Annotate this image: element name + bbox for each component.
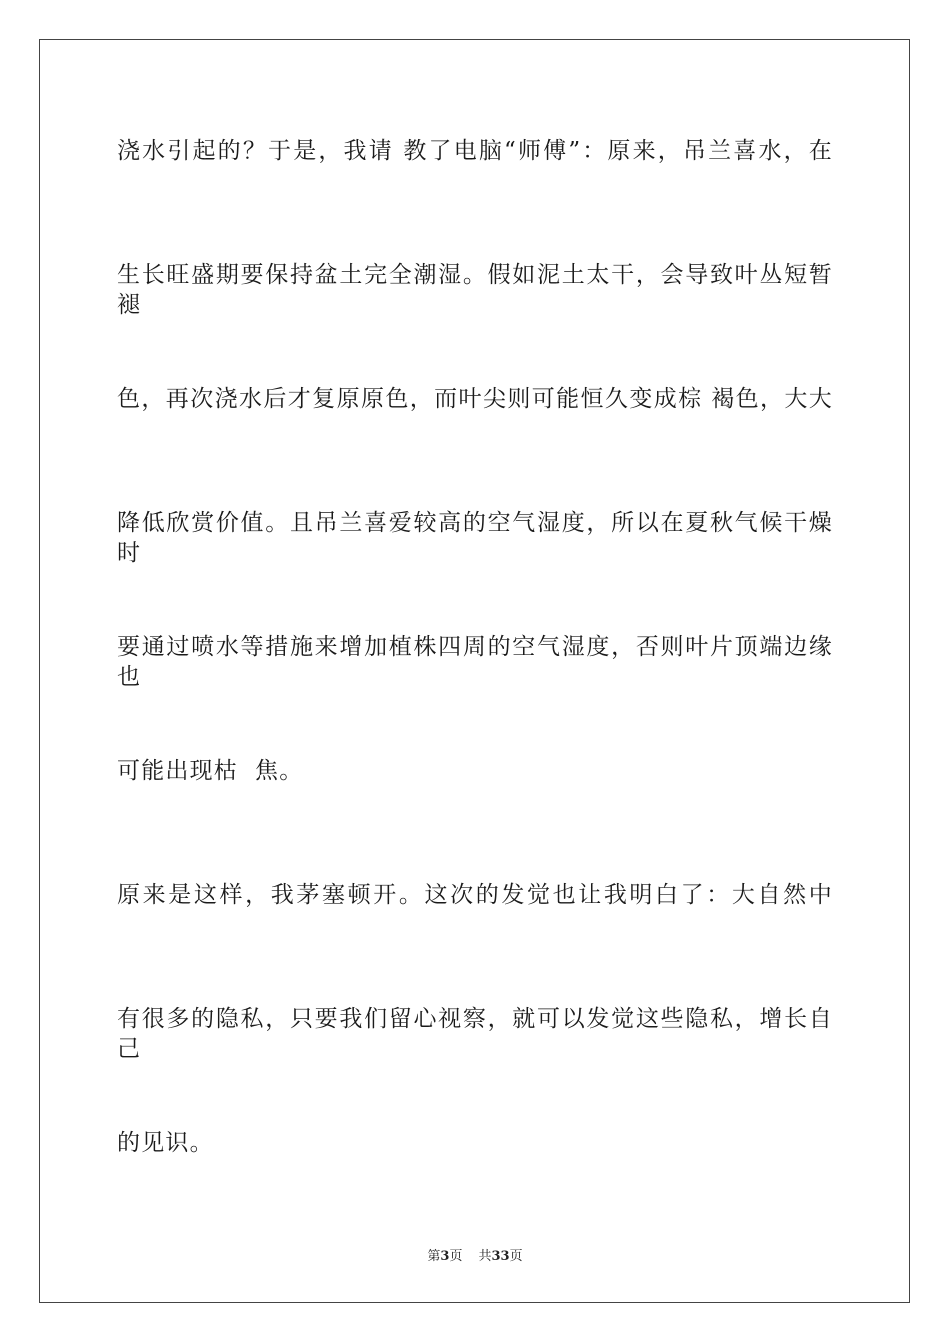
- total-suffix: 页: [509, 1249, 523, 1264]
- body-line-4: 降低欣赏价值。且吊兰喜爱较高的空气湿度，所以在夏秋气候干燥时: [117, 510, 833, 566]
- body-line-8: 有很多的隐私，只要我们留心视察，就可以发觉这些隐私，增长自己: [117, 1006, 833, 1062]
- body-line-1: 浇水引起的？于是，我请 教了电脑“师傅”：原来，吊兰喜水，在: [117, 138, 833, 164]
- page-number: 3: [440, 1249, 450, 1264]
- body-line-6: 可能出现枯 焦。: [117, 758, 304, 784]
- body-line-3: 色，再次浇水后才复原原色，而叶尖则可能恒久变成棕 褐色，大大: [117, 386, 833, 412]
- body-line-2: 生长旺盛期要保持盆土完全潮湿。假如泥土太干，会导致叶丛短暂褪: [117, 262, 833, 318]
- body-line-5: 要通过喷水等措施来增加植株四周的空气湿度，否则叶片顶端边缘也: [117, 634, 833, 690]
- page-footer: [0, 1248, 950, 1266]
- page-suffix: 页: [449, 1249, 463, 1264]
- body-line-7: 原来是这样，我茅塞顿开。这次的发觉也让我明白了：大自然中: [117, 882, 833, 908]
- page-prefix: 第: [427, 1249, 441, 1264]
- body-line-9: 的见识。: [117, 1130, 214, 1156]
- total-prefix: 共: [478, 1249, 492, 1264]
- total-pages: 33: [491, 1249, 510, 1264]
